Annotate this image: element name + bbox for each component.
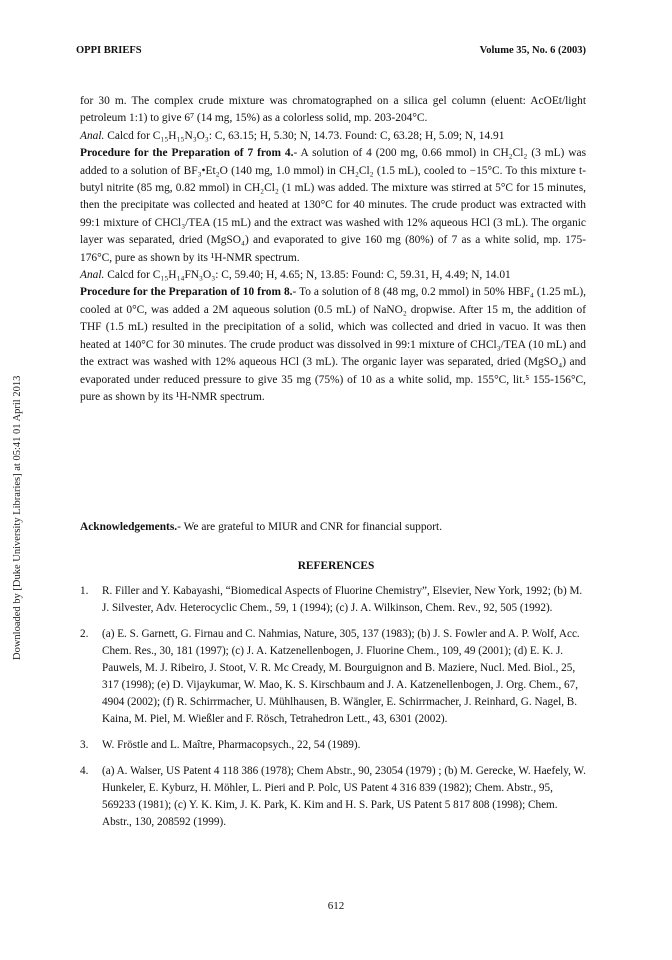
- reference-number: 3.: [80, 739, 89, 751]
- paragraph-analysis-6: [80, 128, 586, 145]
- acknowledgements: [80, 519, 586, 536]
- reference-item: [80, 583, 586, 617]
- references-title: REFERENCES: [297, 560, 375, 572]
- volume-issue: Volume 35, No. 6 (2003): [479, 45, 586, 56]
- procedure-text: - A solution of 4 (200 mg, 0.66 mmol) in CH₂Cl₂ (3 mL) was added to a solution of BF₃•Et₂O (140 mg, 1.0 mmol) in CH₂Cl₂ (1.5 mL), cooled to −15°C. To this mixture t-butyl nitrite (85 mg, 0.82 mmol) in CH₂Cl₂ (1 mL) was added. The mixture was stirred at 5°C for 15 minutes, then the precipitate was collected and heated at 130°C for 40 minutes. The crude product was extracted with 99:1 mixture of CHCl₃/TEA (15 mL) and the extract was washed with 12% aqueous HCl (3 mL). The organic layer was separated, dried (MgSO₄) and evaporated to give 160 mg (80%) of 7 as a white solid, mp. 175-176°C, pure as shown by its ¹H-NMR spectrum.: [80, 147, 586, 264]
- acknowledgements-heading: Acknowledgements.: [80, 521, 178, 533]
- anal-label: Anal.: [80, 129, 105, 142]
- analysis-text: Calcd for C₁₅H₁₄FN₃O₃: C, 59.40; H, 4.65; N, 13.85: Found: C, 59.31, H, 4.49; N, 14.01: [104, 269, 511, 282]
- reference-number: 4.: [80, 765, 89, 777]
- reference-item: [80, 626, 586, 728]
- reference-item: [80, 763, 586, 831]
- experimental-section: [80, 93, 586, 406]
- reference-number: 1.: [80, 585, 89, 597]
- journal-section-title: OPPI BRIEFS: [76, 45, 142, 56]
- page-number: 612: [327, 900, 345, 912]
- paragraph-chromatography: for 30 m. The complex crude mixture was chromatographed on a silica gel column (eluent: AcOEt/light petroleum 1:1) to give 6⁷ (14 mg, 15%) as a colorless solid, mp. 203-204°C.: [80, 95, 586, 125]
- reference-text: W. Fröstle and L. Maître, Pharmacopsych., 22, 54 (1989).: [102, 739, 361, 751]
- reference-text: (a) A. Walser, US Patent 4 118 386 (1978); Chem Abstr., 90, 23054 (1979) ; (b) M. Gerecke, W. Haefely, W. Hunkeler, E. Kyburz, H. Möhler, L. Pieri and P. Polc, US Patent 4 316 839 (1982); Chem. Abstr., 95, 569233 (1981); (c) Y. K. Kim, J. K. Park, K. Kim and H. S. Park, US Patent 5 817 808 (1998); Chem. Abstr., 130, 208592 (1999).: [102, 765, 586, 828]
- procedure-heading: Procedure for the Preparation of 7 from 4.: [80, 147, 294, 160]
- references-list: [80, 583, 586, 840]
- reference-text: R. Filler and Y. Kabayashi, “Biomedical Aspects of Fluorine Chemistry”, Elsevier, New York, 1992; (b) M. J. Silvester, Adv. Heterocyclic Chem., 59, 1 (1994); (c) J. A. Wilkinson, Chem. Rev., 92, 505 (1992).: [102, 585, 583, 614]
- analysis-text: Calcd for C₁₅H₁₅N₃O₃: C, 63.15; H, 5.30; N, 14.73. Found: C, 63.28; H, 5.09; N, 14.91: [104, 129, 505, 142]
- procedure-text: - To a solution of 8 (48 mg, 0.2 mmol) in 50% HBF₄ (1.25 mL), cooled at 0°C, was added a 2M aqueous solution (0.5 mL) of NaNO₂ dropwise. After 15 m, the addition of THF (1.5 mL) resulted in the precipitation of a solid, which was collected and dried in vacuo. It was then heated at 140°C for 30 minutes. The crude product was dissolved in 99:1 mixture of CHCl₃/TEA (10 mL) and the extract was washed with 12% aqueous HCl (3 mL). The organic layer was separated, dried (MgSO₄) and evaporated under reduced pressure to give 35 mg (75%) of 10 as a white solid, mp. 155°C, lit.⁵ 155-156°C, pure as shown by its ¹H-NMR spectrum.: [80, 286, 586, 403]
- paragraph-procedure-10: [80, 284, 586, 406]
- procedure-heading: Procedure for the Preparation of 10 from 8.: [80, 286, 293, 299]
- acknowledgements-text: - We are grateful to MIUR and CNR for financial support.: [177, 521, 443, 533]
- reference-number: 2.: [80, 628, 89, 640]
- reference-text: (a) E. S. Garnett, G. Firnau and C. Nahmias, Nature, 305, 137 (1983); (b) J. S. Fowler and A. P. Wolf, Acc. Chem. Res., 30, 181 (1997); (c) J. A. Katzenellenbogen, J. Fluorine Chem., 109, 49 (2001); (d) E. K. J. Pauwels, M. J. Ribeiro, J. Stoot, V. R. Mc Cready, M. Bourguignon and B. Maziere, Nucl. Med. Biol., 25, 317 (1998); (e) D. Vijaykumar, W. Mao, K. S. Kirschbaum and J. A. Katzenellenbogen, J. Org. Chem., 67, 4904 (2002); (f) R. Schirrmacher, U. Mühlhausen, B. Wängler, E. Schirrmacher, J. Reinhard, G. Nagel, B. Kaina, M. Piel, M. Wießler and F. Rösch, Tetrahedron Lett., 43, 6301 (2002).: [102, 628, 580, 725]
- anal-label: Anal.: [80, 269, 105, 282]
- download-note: Downloaded by [Duke University Libraries] at 05:41 01 April 2013: [12, 375, 23, 660]
- reference-item: [80, 737, 586, 754]
- paragraph-procedure-7: [80, 145, 586, 267]
- paragraph-analysis-7: [80, 267, 586, 284]
